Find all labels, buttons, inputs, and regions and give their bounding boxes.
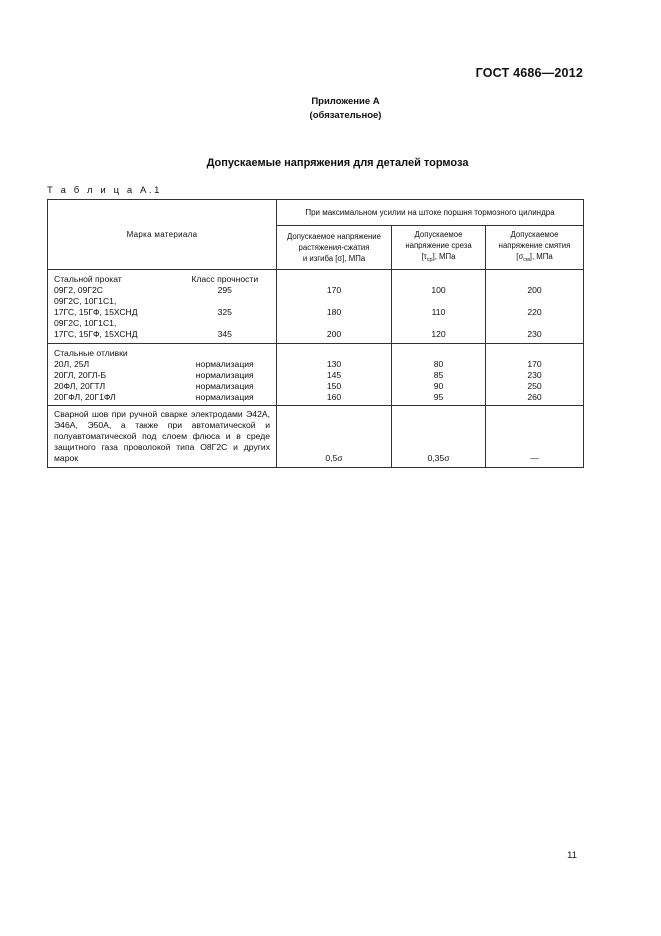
header-tension: Допускаемое напряжение растяжения-сжатия и изгиба [σ], МПа: [277, 226, 392, 270]
page-number: 11: [567, 850, 577, 861]
stress-table: [47, 199, 584, 468]
castings-treatments: нормализация нормализация нормализация нормализация: [174, 343, 277, 405]
table-label: Т а б л и ц а А.1: [47, 185, 163, 196]
castings-shear: 80 85 90 95: [392, 343, 486, 405]
header-material: Марка материала: [48, 200, 277, 270]
table-header-row: [48, 200, 584, 226]
appendix-status: (обязательное): [309, 110, 382, 121]
table-row-weld: [48, 406, 584, 467]
rolled-steel-materials: Стальной прокат 09Г2, 09Г2С 09Г2С, 10Г1С1, 17ГС, 15ГФ, 15ХСНД 09Г2С, 10Г1С1, 17ГС, 15ГФ, 15ХСНД: [48, 270, 174, 344]
castings-bearing: 170 230 250 260: [486, 343, 584, 405]
weld-bearing: —: [486, 406, 584, 467]
castings-materials: Стальные отливки 20Л, 25Л 20ГЛ, 20ГЛ-Б 20ФЛ, 20ГТЛ 20ГФЛ, 20Г1ФЛ: [48, 343, 174, 405]
castings-tension: 130 145 150 160: [277, 343, 392, 405]
appendix-heading: [0, 95, 661, 123]
rolled-steel-bearing: 200 220 230: [486, 270, 584, 344]
header-shear: Допускаемое напряжение среза $[\tau_{ср}]$, МПа: [392, 226, 486, 270]
rolled-steel-shear: 100 110 120: [392, 270, 486, 344]
section-title: Допускаемые напряжения для деталей тормоза: [206, 157, 469, 169]
weld-shear: 0,35σ: [392, 406, 486, 467]
rolled-steel-classes: Класс прочности 295 325 345: [174, 270, 277, 344]
header-bearing: Допускаемое напряжение смятия $[\sigma_{см}]$, МПа: [486, 226, 584, 270]
header-group: При максимальном усилии на штоке поршня тормозного цилиндра: [277, 200, 584, 226]
rolled-steel-tension: 170 180 200: [277, 270, 392, 344]
appendix-title: Приложение А: [311, 96, 380, 107]
weld-description: Сварной шов при ручной сварке электродами Э42А, Э46А, Э50А, а также при автоматической и полуавтоматической под слоем флюса и в среде защитного газа проволокой типа О8Г2С и других марок: [48, 406, 277, 467]
standard-code: ГОСТ 4686—2012: [475, 66, 583, 80]
table-row-rolled-steel: [48, 270, 584, 344]
table-row-steel-castings: [48, 343, 584, 405]
weld-tension: 0,5σ: [277, 406, 392, 467]
